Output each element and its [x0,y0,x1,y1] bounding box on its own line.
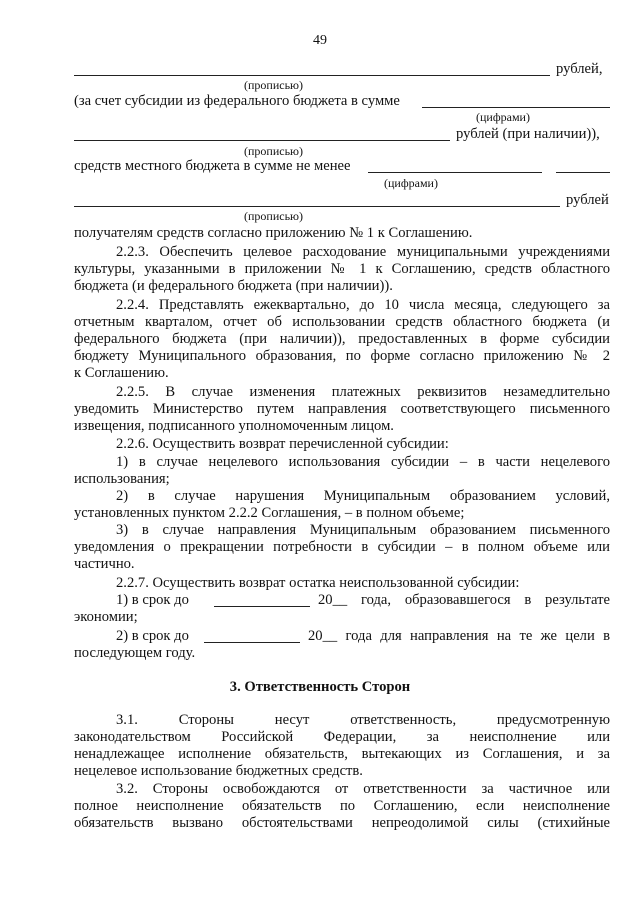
paragraph-line: полное неисполнение обязательств по Соглашению, если неисполнение [74,798,610,814]
paragraph-line: ненадлежащее исполнение обязательств, вытекающих из Соглашения, и за [74,746,610,762]
page-number: 49 [313,33,327,48]
text-line: средств местного бюджета в сумме не менее [74,158,351,174]
paragraph-line: 20__ года, образовавшегося в результате [318,592,610,608]
paragraph-line: экономии; [74,609,138,625]
paragraph-line: 20__ года для направления на те же цели в [308,628,610,644]
blank-line [204,642,300,643]
text-line: (за счет субсидии из федерального бюджета в сумме [74,93,400,109]
paragraph-line: обязательств вызвано обстоятельствами непреодолимой силы (стихийные [74,815,610,831]
text-line: рублей, [556,61,603,77]
paragraph-line: законодательством Российской Федерации, за неисполнение или [74,729,610,745]
paragraph-line: отчетным кварталом, отчет об использовании средств областного бюджета (и [74,314,610,330]
paragraph-line: уведомления о прекращении потребности в субсидии – в полном объеме или [74,539,610,555]
paragraph-line: частично. [74,556,135,572]
paragraph-line: последующем году. [74,645,196,661]
paragraph-line: 2.2.4. Представлять ежеквартально, до 10 числа месяца, следующего за [116,297,610,313]
field-caption: (прописью) [244,144,304,158]
field-caption: (цифрами) [476,110,530,124]
paragraph-line: бюджету Муниципального образования, по форме согласно приложению № 2 [74,348,610,364]
field-caption: (прописью) [244,209,304,223]
paragraph-line: 3) в случае направления Муниципальным образованием письменного [116,522,610,538]
field-caption: (прописью) [244,78,304,92]
paragraph-line: установленных пунктом 2.2.2 Соглашения, – в полном объеме; [74,505,465,521]
paragraph-line: 2) в случае нарушения Муниципальным образованием условий, [116,488,610,504]
paragraph-line: извещения, подписанного уполномоченным лицом. [74,418,394,434]
paragraph-line: 1) в срок до [116,592,189,608]
text-line: рублей [566,192,609,208]
blank-line [368,172,542,173]
paragraph-line: к Соглашению. [74,365,169,381]
text-line: получателям средств согласно приложению № 1 к Соглашению. [74,225,473,241]
paragraph-line: 2.2.7. Осуществить возврат остатка неиспользованной субсидии: [116,575,520,591]
paragraph-line: 2.2.6. Осуществить возврат перечисленной субсидии: [116,436,449,452]
blank-line [422,107,610,108]
paragraph-line: 3.1. Стороны несут ответственность, предусмотренную [116,712,610,728]
paragraph-line: 2.2.5. В случае изменения платежных реквизитов незамедлительно [116,384,610,400]
paragraph-line: уведомить Министерство путем направления соответствующего письменного [74,401,610,417]
paragraph-line: нецелевое использование бюджетных средств. [74,763,363,779]
text-line: рублей (при наличии)), [456,126,600,142]
paragraph-line: бюджета (и федерального бюджета (при наличии)). [74,278,393,294]
section-title: 3. Ответственность Сторон [229,679,411,695]
paragraph-line: 2.2.3. Обеспечить целевое расходование муниципальными учреждениями [116,244,610,260]
blank-line [74,140,450,141]
blank-line [556,172,610,173]
paragraph-line: культуры, указанными в приложении № 1 к Соглашению, средств областного [74,261,610,277]
paragraph-line: федерального бюджета (при наличии)), предоставленных в форме субсидии [74,331,610,347]
paragraph-line: 2) в срок до [116,628,189,644]
paragraph-line: использования; [74,471,170,487]
field-caption: (цифрами) [384,176,438,190]
blank-line [214,606,310,607]
paragraph-line: 1) в случае нецелевого использования субсидии – в части нецелевого [116,454,610,470]
paragraph-line: 3.2. Стороны освобождаются от ответственности за частичное или [116,781,610,797]
blank-line [74,75,550,76]
blank-line [74,206,560,207]
